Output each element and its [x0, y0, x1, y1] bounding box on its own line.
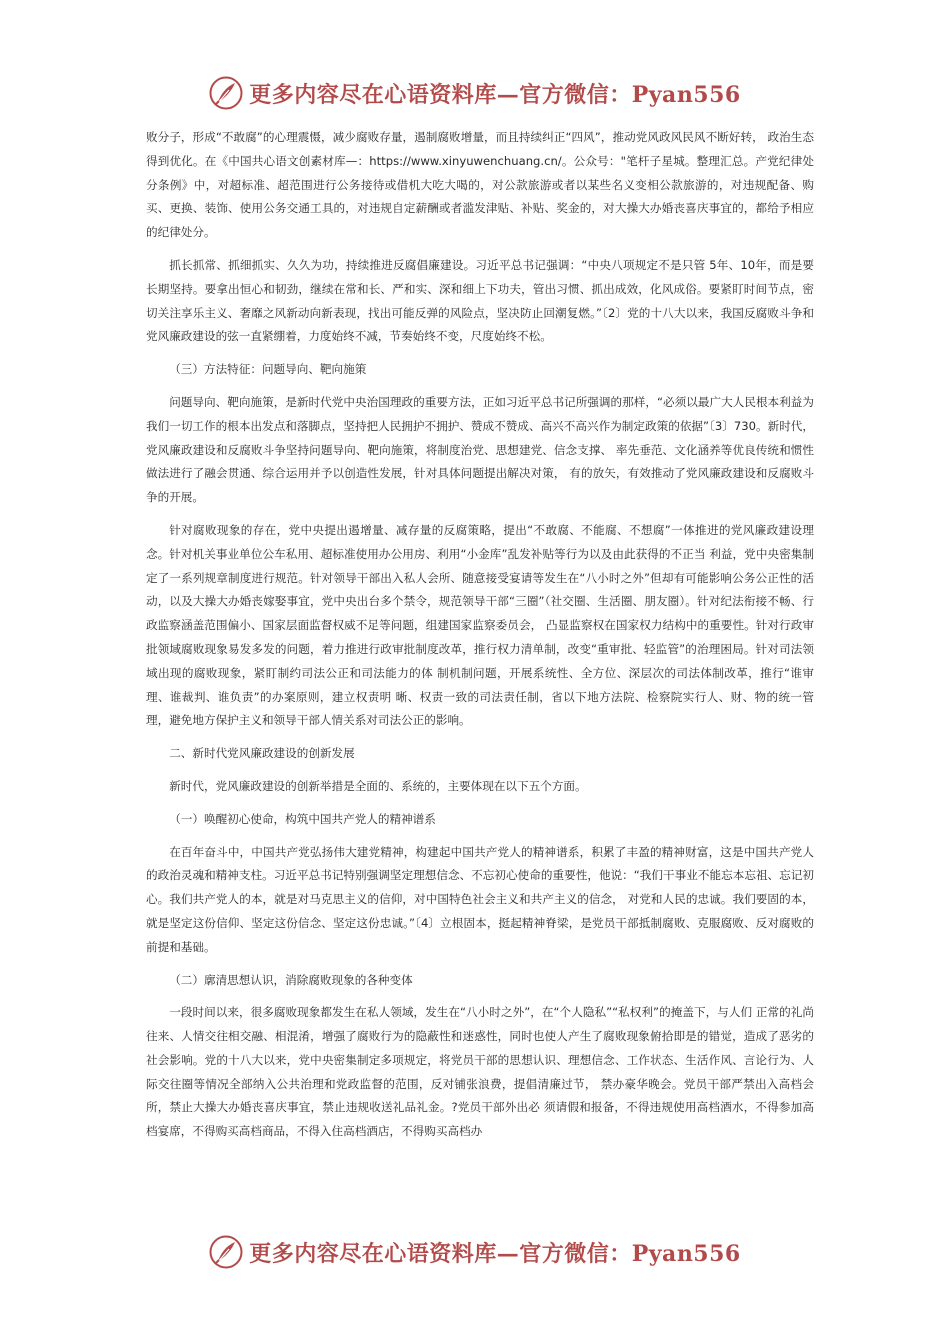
header-banner: [0, 73, 950, 113]
banner-text: 更多内容尽在心语资料库—官方微信：Pyan556: [249, 81, 741, 108]
footer-banner: [0, 1232, 950, 1272]
banner-text: 更多内容尽在心语资料库—官方微信：Pyan556: [249, 1240, 741, 1267]
paragraph: 在百年奋斗中，中国共产党弘扬伟大建党精神，构建起中国共产党人的精神谱系，积累了丰盈的精神财富，这是中国共产党人的政治灵魂和精神支柱。习近平总书记特别强调坚定理想信念、不忘初心使命的重要性，他说：“我们干事业不能忘本忘祖、忘记初心。我们共产党人的本，就是对马克思主义的信仰，对中国特色社会主义和共产主义的信念， 对党和人民的忠诚。我们要固的本，就是坚定这份信仰、坚定这份信念、坚定这份忠诚。”〔4〕立根固本，挺起精神脊梁，是党员干部抵制腐败、克服腐败、反对腐败的前提和基础。: [146, 844, 814, 954]
section-heading: （二）廓清思想认识，消除腐败现象的各种变体: [169, 972, 413, 987]
document-body: [146, 126, 814, 1153]
paragraph: 新时代，党风廉政建设的创新举措是全面的、系统的，主要体现在以下五个方面。: [169, 778, 587, 793]
quill-feather-logo: [209, 76, 243, 110]
paragraph: 一段时间以来，很多腐败现象都发生在私人领域，发生在“八小时之外”，在“个人隐私”“私权利”的掩盖下，与人们 正常的礼尚往来、人情交往相交融、相混淆，增强了腐败行为的隐蔽性和迷惑性，同时也使人产生了腐败现象俯拾即是的错觉，造成了恶劣的社会影响。党的十八大以来，党中央密集制定多项规定，将党员干部的思想认识、理想信念、工作状态、生活作风、言论行为、人际交往圈等情况全部纳入公共治理和党政监督的范围，反对铺张浪费，提倡清廉过节， 禁办豪华晚会。党员干部严禁出入高档会所，禁止大操大办婚丧喜庆事宜，禁止违规收送礼品礼金。?党员干部外出必 须请假和报备，不得违规使用高档酒水，不得参加高档宴席，不得购买高档商品，不得入住高档酒店，不得购买高档办: [146, 1005, 814, 1139]
paragraph: 抓长抓常、抓细抓实、久久为功，持续推进反腐倡廉建设。习近平总书记强调：“中央八项规定不是只管 5年、10年，而是要长期坚持。要拿出恒心和韧劲，继续在常和长、严和实、深和细上下功夫，管出习惯、抓出成效，化风成俗。要紧盯时间节点，密切关注享乐主义、奢靡之风新动向新表现，找出可能反弹的风险点，坚决防止回潮复燃。”〔2〕党的十八大以来，我国反腐败斗争和党风廉政建设的弦一直紧绷着，力度始终不减，节奏始终不变，尺度始终不松。: [146, 257, 814, 344]
quill-feather-logo: [209, 1235, 243, 1269]
paragraph: 问题导向、靶向施策，是新时代党中央治国理政的重要方法，正如习近平总书记所强调的那样，“必须以最广大人民根本利益为我们一切工作的根本出发点和落脚点，坚持把人民拥护不拥护、赞成不赞成、高兴不高兴作为制定政策的依据”〔3〕730。新时代，党风廉政建设和反腐败斗争坚持问题导向、靶向施策，将制度治党、思想建党、信念支撑、 率先垂范、文化涵养等优良传统和惯性做法进行了融会贯通、综合运用并予以创造性发展，针对具体问题提出解决对策， 有的放矢，有效推动了党风廉政建设和反腐败斗争的开展。: [146, 394, 814, 505]
paragraph: 针对腐败现象的存在，党中央提出遏增量、减存量的反腐策略，提出“不敢腐、不能腐、不想腐”一体推进的党风廉政建设理念。针对机关事业单位公车私用、超标准使用办公用房、利用“小金库”乱发补贴等行为以及由此获得的不正当 利益，党中央密集制定了一系列规章制度进行规范。针对领导干部出入私人会所、随意接受宴请等发生在“八小时之外”但却有可能影响公务公正性的活动，以及大操大办婚丧嫁娶事宜，党中央出台多个禁令，规范领导干部“三圈”（社交圈、生活圈、朋友圈）。针对纪法衔接不畅、行政监察涵盖范围偏小、国家层面监督权威不足等问题，组建国家监察委员会， 凸显监察权在国家权力结构中的重要性。针对行政审批领域腐败现象易发多发的问题，着力推进行政审批制度改革，推行权力清单制，改变“重审批、轻监管”的治理困局。针对司法领域出现的腐败现象，紧盯制约司法公正和司法能力的体 制机制问题，开展系统性、全方位、深层次的司法体制改革，推行“谁审理、谁裁判、谁负责”的办案原则，建立权责明 晰、权责一致的司法责任制，省以下地方法院、检察院实行人、财、物的统一管理，避免地方保护主义和领导干部人情关系对司法公正的影响。: [146, 522, 814, 728]
chapter-heading: 二、新时代党风廉政建设的创新发展: [169, 746, 355, 761]
section-heading: （一）唤醒初心使命，构筑中国共产党人的精神谱系: [169, 811, 436, 826]
paragraph: 败分子，形成“不敢腐”的心理震慑，减少腐败存量，遏制腐败增量，而且持续纠正“四风”，推动党风政风民风不断好转， 政治生态得到优化。在《中国共心语文创素材库—：https://www.xinyuwenchuang.cn/。公众号："笔杆子星城。整理汇总。产党纪律处分条例》中，对超标准、超范围进行公务接待或借机大吃大喝的，对公款旅游或者以某些名义变相公款旅游的，对违规配备、购买、更换、装饰、使用公务交通工具的，对违规自定薪酬或者滥发津贴、补贴、奖金的，对大操大办婚丧喜庆事宜的，都给予相应的纪律处分。: [146, 130, 814, 240]
section-heading: （三）方法特征：问题导向、靶向施策: [169, 362, 367, 377]
